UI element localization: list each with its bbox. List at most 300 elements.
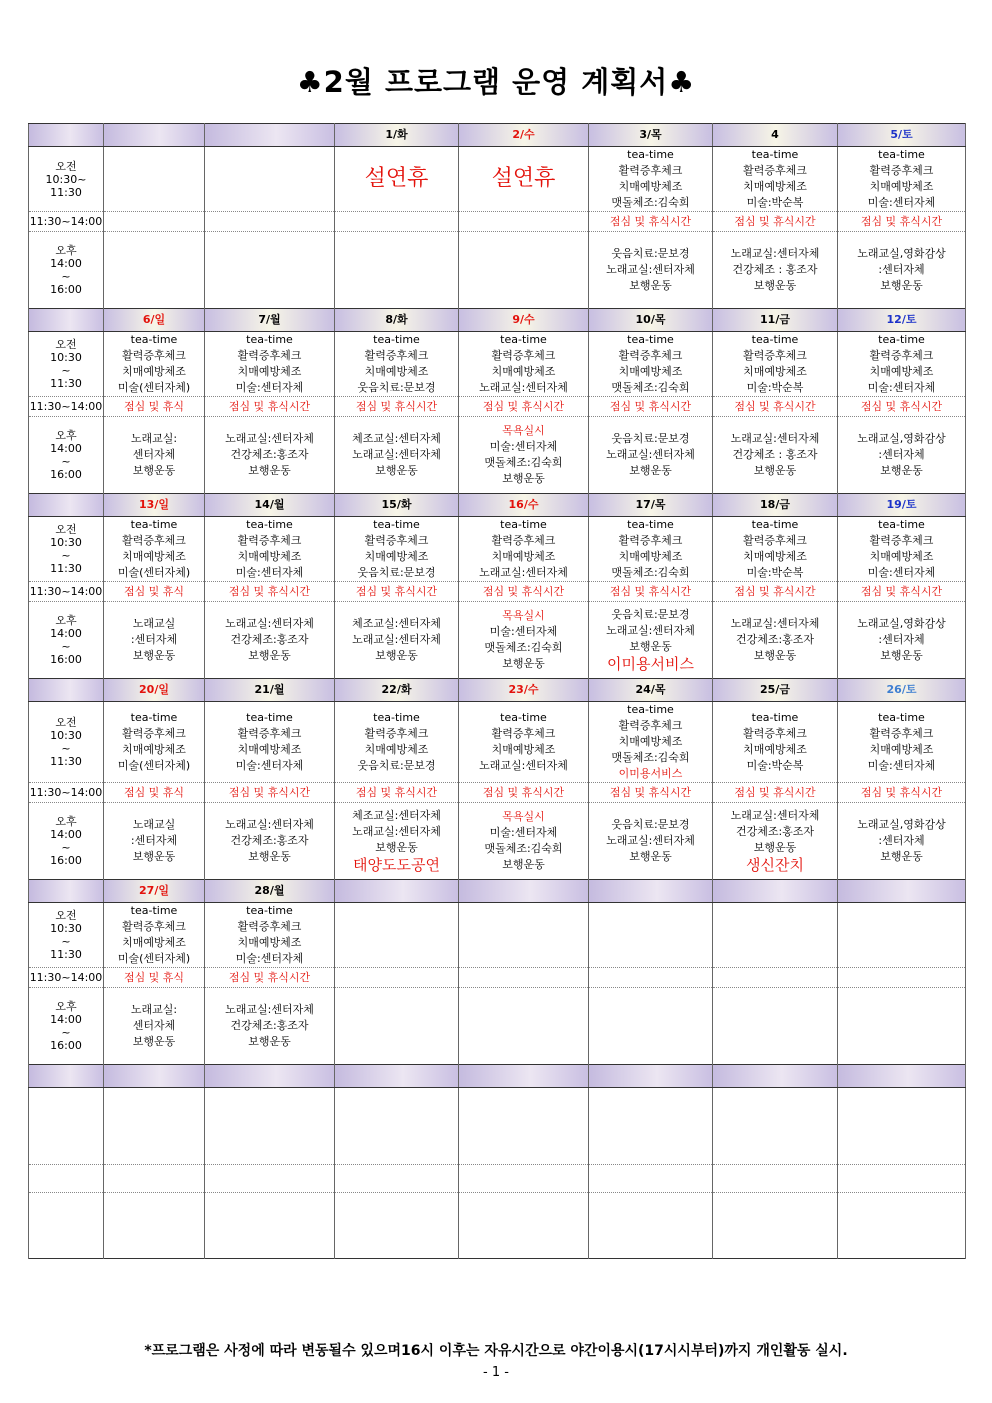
time-label-line: ~ bbox=[61, 742, 71, 755]
cell-line: 보행운동 bbox=[753, 649, 797, 662]
date-header-cell bbox=[589, 880, 713, 903]
cell-line: tea-time bbox=[878, 518, 925, 531]
empty-cell bbox=[29, 1193, 104, 1259]
cell-line: 활력증후체크 bbox=[122, 920, 186, 933]
cell-line: 웃음치료:문보경 bbox=[357, 381, 436, 394]
time-label-line: ~ bbox=[61, 935, 71, 948]
date-header-cell: 13/일 bbox=[104, 494, 205, 517]
afternoon-time-label bbox=[29, 232, 104, 309]
morning-program-cell bbox=[838, 517, 966, 582]
cell-line: 치매예방체조 bbox=[618, 180, 683, 193]
cell-line: 활력증후체크 bbox=[618, 719, 683, 732]
cell-line: 보행운동 bbox=[629, 850, 672, 863]
time-label-line: 11:30 bbox=[50, 185, 82, 199]
cell-line: 보행운동 bbox=[132, 649, 176, 662]
empty-cell bbox=[589, 1165, 713, 1193]
morning-program-cell bbox=[589, 147, 713, 212]
lunch-cell bbox=[589, 968, 713, 988]
cell-line: 센터자체 bbox=[132, 448, 176, 461]
cell-line: 치매예방체조 bbox=[237, 365, 302, 378]
morning-program-cell bbox=[335, 903, 459, 968]
date-header-row bbox=[29, 679, 966, 702]
empty-header-cell bbox=[29, 1065, 104, 1088]
morning-program-cell bbox=[104, 332, 205, 397]
time-label-line: ~ bbox=[61, 841, 71, 854]
cell-line: 보행운동 bbox=[502, 858, 545, 871]
cell-line: 보행운동 bbox=[132, 464, 176, 477]
cell-line: 노래교실:센터자체 bbox=[730, 247, 820, 260]
afternoon-program-cell bbox=[838, 417, 966, 494]
morning-row bbox=[29, 147, 966, 212]
time-label-line: 10:30 bbox=[50, 922, 82, 935]
cell-line: 건강체조 : 홍조자 bbox=[732, 263, 818, 276]
empty-header-cell bbox=[713, 1065, 838, 1088]
cell-line: 맷돌체조:김숙희 bbox=[611, 566, 690, 579]
afternoon-program-cell bbox=[838, 232, 966, 309]
empty-cell bbox=[459, 1165, 589, 1193]
cell-line: 맷돌체조:김숙희 bbox=[484, 456, 563, 469]
cell-line: 체조교실:센터자체 bbox=[352, 432, 441, 445]
cell-line: tea-time bbox=[878, 148, 925, 161]
cell-line: 건강체조:홍조자 bbox=[735, 633, 815, 646]
document-title: ♣2월 프로그램 운영 계획서♣ bbox=[296, 65, 696, 99]
cell-line: 목욕실시 bbox=[502, 609, 545, 622]
cell-line: 미술:센터자체 bbox=[235, 381, 304, 394]
time-label-line: 16:00 bbox=[50, 854, 82, 867]
cell-line: 맷돌체조:김숙희 bbox=[611, 196, 690, 209]
cell-line: 노래교실:센터자체 bbox=[225, 617, 314, 630]
morning-program-cell bbox=[713, 903, 838, 968]
cell-line: 미술(센터자체) bbox=[117, 381, 191, 394]
afternoon-program-cell bbox=[589, 417, 713, 494]
lunch-cell: 점심 및 휴식시간 bbox=[838, 582, 966, 602]
cell-line: tea-time bbox=[373, 518, 420, 531]
morning-time-label bbox=[29, 903, 104, 968]
afternoon-program-cell bbox=[335, 417, 459, 494]
cell-line: 설연휴 bbox=[491, 166, 556, 191]
morning-program-cell bbox=[838, 332, 966, 397]
cell-line: 미술:박순복 bbox=[746, 196, 804, 209]
cell-line: 활력증후체크 bbox=[743, 727, 807, 740]
cell-line: :센터자체 bbox=[130, 633, 178, 646]
cell-line: 활력증후체크 bbox=[491, 349, 556, 362]
cell-line: 활력증후체크 bbox=[122, 534, 186, 547]
cell-line: 활력증후체크 bbox=[237, 920, 302, 933]
lunch-cell: 점심 및 휴식시간 bbox=[589, 783, 713, 803]
time-label-line: 오전 bbox=[55, 338, 77, 351]
time-label-line: 14:00 bbox=[50, 828, 82, 841]
afternoon-program-cell bbox=[459, 803, 589, 880]
time-label-line: 11:30 bbox=[50, 755, 82, 768]
cell-line: 건강체조:홍조자 bbox=[230, 1019, 309, 1032]
cell-line: 치매예방체조 bbox=[237, 936, 302, 949]
afternoon-program-cell bbox=[104, 988, 205, 1065]
morning-time-label bbox=[29, 517, 104, 582]
date-header-cell: 16/수 bbox=[459, 494, 589, 517]
morning-program-cell bbox=[713, 702, 838, 783]
cell-line: tea-time bbox=[373, 711, 420, 724]
cell-line: 보행운동 bbox=[248, 464, 291, 477]
date-header-cell: 17/목 bbox=[589, 494, 713, 517]
cell-line: 노래교실,영화감상 bbox=[857, 617, 946, 630]
lunch-cell: 점심 및 휴식 bbox=[104, 783, 205, 803]
afternoon-row bbox=[29, 232, 966, 309]
empty-cell bbox=[589, 1193, 713, 1259]
afternoon-program-cell bbox=[713, 602, 838, 679]
morning-program-cell bbox=[459, 702, 589, 783]
cell-line: 노래교실:센터자체 bbox=[225, 1003, 314, 1016]
morning-row bbox=[29, 517, 966, 582]
date-header-cell: 20/일 bbox=[104, 679, 205, 702]
cell-line: 치매예방체조 bbox=[237, 550, 302, 563]
cell-line: 웃음치료:문보경 bbox=[611, 247, 690, 260]
cell-line: 설연휴 bbox=[364, 166, 429, 191]
afternoon-program-cell bbox=[589, 232, 713, 309]
cell-line: 노래교실 bbox=[132, 818, 176, 831]
afternoon-row bbox=[29, 602, 966, 679]
morning-program-cell bbox=[713, 147, 838, 212]
date-header-cell: 21/월 bbox=[205, 679, 335, 702]
time-label-line: 16:00 bbox=[50, 653, 82, 666]
afternoon-program-cell bbox=[335, 602, 459, 679]
cell-line: 노래교실:센터자체 bbox=[479, 566, 568, 579]
afternoon-row bbox=[29, 417, 966, 494]
cell-line: 치매예방체조 bbox=[491, 550, 556, 563]
cell-line: 노래교실,영화감상 bbox=[857, 247, 946, 260]
cell-line: 활력증후체크 bbox=[869, 727, 934, 740]
cell-line: 활력증후체크 bbox=[237, 349, 302, 362]
cell-line: 보행운동 bbox=[629, 279, 672, 292]
afternoon-time-label bbox=[29, 988, 104, 1065]
cell-line: 활력증후체크 bbox=[122, 727, 186, 740]
lunch-cell: 점심 및 휴식시간 bbox=[838, 212, 966, 232]
date-header-cell: 4 bbox=[713, 124, 838, 147]
cell-line: 활력증후체크 bbox=[869, 534, 934, 547]
time-label-line: 오전 bbox=[55, 909, 77, 922]
afternoon-program-cell bbox=[205, 232, 335, 309]
lunch-row bbox=[29, 783, 966, 803]
cell-line: 치매예방체조 bbox=[364, 365, 429, 378]
lunch-cell: 점심 및 휴식시간 bbox=[589, 397, 713, 417]
cell-line: 노래교실:센터자체 bbox=[479, 381, 568, 394]
time-label-line: 11:30 bbox=[50, 377, 82, 390]
time-label-line: 오전 bbox=[55, 523, 77, 536]
cell-line: 치매예방체조 bbox=[743, 550, 807, 563]
date-header-cell: 6/일 bbox=[104, 309, 205, 332]
cell-line: 건강체조:홍조자 bbox=[230, 448, 309, 461]
morning-program-cell bbox=[589, 702, 713, 783]
morning-program-cell bbox=[459, 332, 589, 397]
afternoon-program-cell bbox=[589, 602, 713, 679]
cell-line: tea-time bbox=[500, 518, 547, 531]
cell-line: tea-time bbox=[130, 711, 178, 724]
cell-line: 노래교실: bbox=[130, 432, 178, 445]
time-label-line: ~ bbox=[61, 549, 71, 562]
empty-cell bbox=[713, 1088, 838, 1165]
cell-line: 웃음치료:문보경 bbox=[611, 818, 690, 831]
cell-line: 미술:센터자체 bbox=[867, 566, 936, 579]
empty-cell bbox=[205, 1088, 335, 1165]
lunch-cell bbox=[838, 968, 966, 988]
cell-line: 노래교실,영화감상 bbox=[857, 818, 946, 831]
morning-program-cell bbox=[104, 147, 205, 212]
morning-program-cell bbox=[589, 903, 713, 968]
lunch-cell bbox=[104, 212, 205, 232]
cell-line: :센터자체 bbox=[878, 448, 925, 461]
cell-line: 치매예방체조 bbox=[122, 743, 186, 756]
time-label-line: 10:30 bbox=[50, 351, 82, 364]
cell-line: 체조교실:센터자체 bbox=[352, 617, 441, 630]
date-header-cell: 8/화 bbox=[335, 309, 459, 332]
cell-line: tea-time bbox=[751, 711, 799, 724]
time-label-line: 오전 bbox=[55, 159, 77, 173]
time-label-line: 10:30 bbox=[50, 536, 82, 549]
time-label-line: ~ bbox=[61, 364, 71, 377]
morning-row bbox=[29, 702, 966, 783]
cell-line: 노래교실:센터자체 bbox=[606, 624, 695, 637]
cell-line: tea-time bbox=[627, 703, 674, 716]
lunch-cell: 점심 및 휴식시간 bbox=[335, 783, 459, 803]
afternoon-program-cell bbox=[104, 232, 205, 309]
empty-cell bbox=[29, 1088, 104, 1165]
morning-program-cell bbox=[104, 702, 205, 783]
cell-line: tea-time bbox=[751, 148, 799, 161]
cell-line: 보행운동 bbox=[132, 1035, 176, 1048]
morning-program-cell bbox=[838, 702, 966, 783]
cell-line: 센터자체 bbox=[132, 1019, 176, 1032]
cell-line: 활력증후체크 bbox=[618, 534, 683, 547]
cell-line: 미술(센터자체) bbox=[117, 759, 191, 772]
lunch-cell: 점심 및 휴식 bbox=[104, 582, 205, 602]
program-schedule-table bbox=[28, 123, 966, 1259]
empty-cell bbox=[104, 1193, 205, 1259]
cell-line: 미술:센터자체 bbox=[235, 952, 304, 965]
cell-line: 활력증후체크 bbox=[743, 164, 807, 177]
time-label-line: 16:00 bbox=[50, 1039, 82, 1052]
empty-header-cell bbox=[205, 1065, 335, 1088]
afternoon-program-cell bbox=[713, 417, 838, 494]
morning-time-label bbox=[29, 332, 104, 397]
afternoon-program-cell bbox=[459, 602, 589, 679]
lunch-cell: 점심 및 휴식시간 bbox=[713, 212, 838, 232]
morning-program-cell bbox=[335, 147, 459, 212]
cell-line: 활력증후체크 bbox=[491, 534, 556, 547]
date-header-cell: 25/금 bbox=[713, 679, 838, 702]
lunch-cell bbox=[335, 212, 459, 232]
cell-line: 보행운동 bbox=[880, 850, 923, 863]
empty-cell bbox=[29, 1165, 104, 1193]
lunch-cell: 점심 및 휴식시간 bbox=[459, 783, 589, 803]
cell-line: tea-time bbox=[500, 711, 547, 724]
date-header-cell: 28/월 bbox=[205, 880, 335, 903]
time-label-line: 오후 bbox=[55, 429, 77, 442]
empty-cell bbox=[459, 1193, 589, 1259]
cell-line: :센터자체 bbox=[130, 834, 178, 847]
morning-row bbox=[29, 332, 966, 397]
empty-cell bbox=[104, 1165, 205, 1193]
cell-line: 보행운동 bbox=[753, 841, 797, 854]
afternoon-program-cell bbox=[838, 602, 966, 679]
time-label-line: 14:00 bbox=[50, 442, 82, 455]
date-header-cell bbox=[335, 880, 459, 903]
date-header-cell: 23/수 bbox=[459, 679, 589, 702]
afternoon-program-cell bbox=[335, 988, 459, 1065]
lunch-cell: 점심 및 휴식시간 bbox=[459, 397, 589, 417]
page-number: - 1 - bbox=[483, 1365, 509, 1380]
afternoon-program-cell bbox=[713, 988, 838, 1065]
time-label-line: ~ bbox=[61, 1026, 71, 1039]
morning-row bbox=[29, 903, 966, 968]
cell-line: 치매예방체조 bbox=[364, 743, 429, 756]
cell-line: 노래교실:센터자체 bbox=[730, 432, 820, 445]
cell-line: 미술(센터자체) bbox=[117, 566, 191, 579]
cell-line: 이미용서비스 bbox=[607, 655, 694, 673]
cell-line: 웃음치료:문보경 bbox=[357, 759, 436, 772]
empty-header-cell bbox=[335, 1065, 459, 1088]
date-header-row bbox=[29, 124, 966, 147]
morning-program-cell bbox=[205, 332, 335, 397]
morning-program-cell bbox=[713, 332, 838, 397]
afternoon-program-cell bbox=[335, 803, 459, 880]
afternoon-program-cell bbox=[589, 803, 713, 880]
cell-line: 치매예방체조 bbox=[869, 365, 934, 378]
cell-line: 미술:박순복 bbox=[746, 381, 804, 394]
cell-line: tea-time bbox=[130, 518, 178, 531]
cell-line: 치매예방체조 bbox=[122, 550, 186, 563]
afternoon-time-label bbox=[29, 803, 104, 880]
cell-line: 활력증후체크 bbox=[743, 349, 807, 362]
lunch-cell: 점심 및 휴식시간 bbox=[589, 582, 713, 602]
afternoon-program-cell bbox=[205, 417, 335, 494]
time-label-line: 10:30 bbox=[50, 729, 82, 742]
time-label-line: 10:30~ bbox=[45, 172, 87, 186]
cell-line: 보행운동 bbox=[132, 850, 176, 863]
lunch-cell: 점심 및 휴식시간 bbox=[335, 582, 459, 602]
lunch-cell: 점심 및 휴식시간 bbox=[713, 582, 838, 602]
cell-line: 웃음치료:문보경 bbox=[357, 566, 436, 579]
lunch-cell: 점심 및 휴식시간 bbox=[713, 783, 838, 803]
empty-cell bbox=[459, 1088, 589, 1165]
date-header-row bbox=[29, 309, 966, 332]
lunch-time-label: 11:30~14:00 bbox=[29, 968, 104, 988]
morning-time-label bbox=[29, 147, 104, 212]
date-header-cell bbox=[713, 880, 838, 903]
cell-line: 미술:센터자체 bbox=[489, 826, 558, 839]
cell-line: 미술:센터자체 bbox=[867, 759, 936, 772]
cell-line: 노래교실:센터자체 bbox=[479, 759, 568, 772]
lunch-cell bbox=[335, 968, 459, 988]
cell-line: :센터자체 bbox=[878, 834, 925, 847]
cell-line: 활력증후체크 bbox=[869, 349, 934, 362]
date-header-cell: 3/목 bbox=[589, 124, 713, 147]
cell-line: tea-time bbox=[751, 518, 799, 531]
cell-line: 보행운동 bbox=[880, 464, 923, 477]
cell-line: tea-time bbox=[246, 518, 293, 531]
date-header-cell: 24/목 bbox=[589, 679, 713, 702]
empty-cell bbox=[335, 1193, 459, 1259]
time-label-line: 16:00 bbox=[50, 468, 82, 481]
cell-line: 치매예방체조 bbox=[122, 936, 186, 949]
cell-line: 활력증후체크 bbox=[869, 164, 934, 177]
date-header-cell: 1/화 bbox=[335, 124, 459, 147]
cell-line: 건강체조:홍조자 bbox=[735, 825, 815, 838]
date-header-cell: 12/토 bbox=[838, 309, 966, 332]
empty-header-cell bbox=[589, 1065, 713, 1088]
cell-line: 건강체조:홍조자 bbox=[230, 633, 309, 646]
date-header-cell: 26/토 bbox=[838, 679, 966, 702]
cell-line: 미술:센터자체 bbox=[867, 196, 936, 209]
time-header-cell bbox=[29, 309, 104, 332]
time-label-line: 11:30 bbox=[50, 562, 82, 575]
empty-row bbox=[29, 1193, 966, 1259]
time-label-line: ~ bbox=[61, 640, 71, 653]
empty-cell bbox=[589, 1088, 713, 1165]
date-header-cell: 2/수 bbox=[459, 124, 589, 147]
afternoon-program-cell bbox=[459, 232, 589, 309]
date-header-row bbox=[29, 494, 966, 517]
time-label-line: 14:00 bbox=[50, 257, 82, 270]
footer-note: *프로그램은 사정에 따라 변동될수 있으며16시 이후는 자유시간으로 야간이용시(17시시부터)까지 개인활동 실시. bbox=[144, 1343, 848, 1359]
morning-program-cell bbox=[335, 702, 459, 783]
time-header-cell bbox=[29, 679, 104, 702]
date-header-cell: 10/목 bbox=[589, 309, 713, 332]
time-header-cell bbox=[29, 124, 104, 147]
morning-program-cell bbox=[205, 702, 335, 783]
afternoon-program-cell bbox=[838, 803, 966, 880]
lunch-cell: 점심 및 휴식시간 bbox=[205, 397, 335, 417]
cell-line: 노래교실 bbox=[132, 617, 176, 630]
time-label-line: 오후 bbox=[55, 244, 77, 257]
cell-line: 치매예방체조 bbox=[237, 743, 302, 756]
cell-line: 보행운동 bbox=[375, 649, 418, 662]
cell-line: 보행운동 bbox=[502, 657, 545, 670]
cell-line: 보행운동 bbox=[880, 279, 923, 292]
cell-line: 미술:센터자체 bbox=[489, 440, 558, 453]
cell-line: 노래교실:센터자체 bbox=[225, 818, 314, 831]
date-header-cell: 11/금 bbox=[713, 309, 838, 332]
afternoon-program-cell bbox=[459, 417, 589, 494]
afternoon-time-label bbox=[29, 417, 104, 494]
time-label-line: 오후 bbox=[55, 1000, 77, 1013]
cell-line: 치매예방체조 bbox=[743, 743, 807, 756]
lunch-time-label: 11:30~14:00 bbox=[29, 212, 104, 232]
time-header-cell bbox=[29, 880, 104, 903]
lunch-cell: 점심 및 휴식 bbox=[104, 968, 205, 988]
empty-cell bbox=[205, 1165, 335, 1193]
lunch-cell: 점심 및 휴식시간 bbox=[205, 582, 335, 602]
afternoon-program-cell bbox=[104, 602, 205, 679]
time-label-line: 오전 bbox=[55, 716, 77, 729]
cell-line: tea-time bbox=[373, 333, 420, 346]
empty-cell bbox=[104, 1088, 205, 1165]
morning-program-cell bbox=[589, 332, 713, 397]
lunch-row bbox=[29, 582, 966, 602]
cell-line: tea-time bbox=[751, 333, 799, 346]
lunch-cell: 점심 및 휴식 bbox=[104, 397, 205, 417]
cell-line: 활력증후체크 bbox=[364, 534, 429, 547]
cell-line: 보행운동 bbox=[248, 850, 291, 863]
cell-line: 보행운동 bbox=[502, 472, 545, 485]
empty-header-cell bbox=[459, 1065, 589, 1088]
cell-line: 보행운동 bbox=[248, 649, 291, 662]
morning-program-cell bbox=[459, 147, 589, 212]
afternoon-row bbox=[29, 803, 966, 880]
cell-line: 치매예방체조 bbox=[364, 550, 429, 563]
cell-line: 활력증후체크 bbox=[122, 349, 186, 362]
cell-line: 맷돌체조:김숙희 bbox=[484, 641, 563, 654]
date-header-cell: 22/화 bbox=[335, 679, 459, 702]
cell-line: 활력증후체크 bbox=[743, 534, 807, 547]
